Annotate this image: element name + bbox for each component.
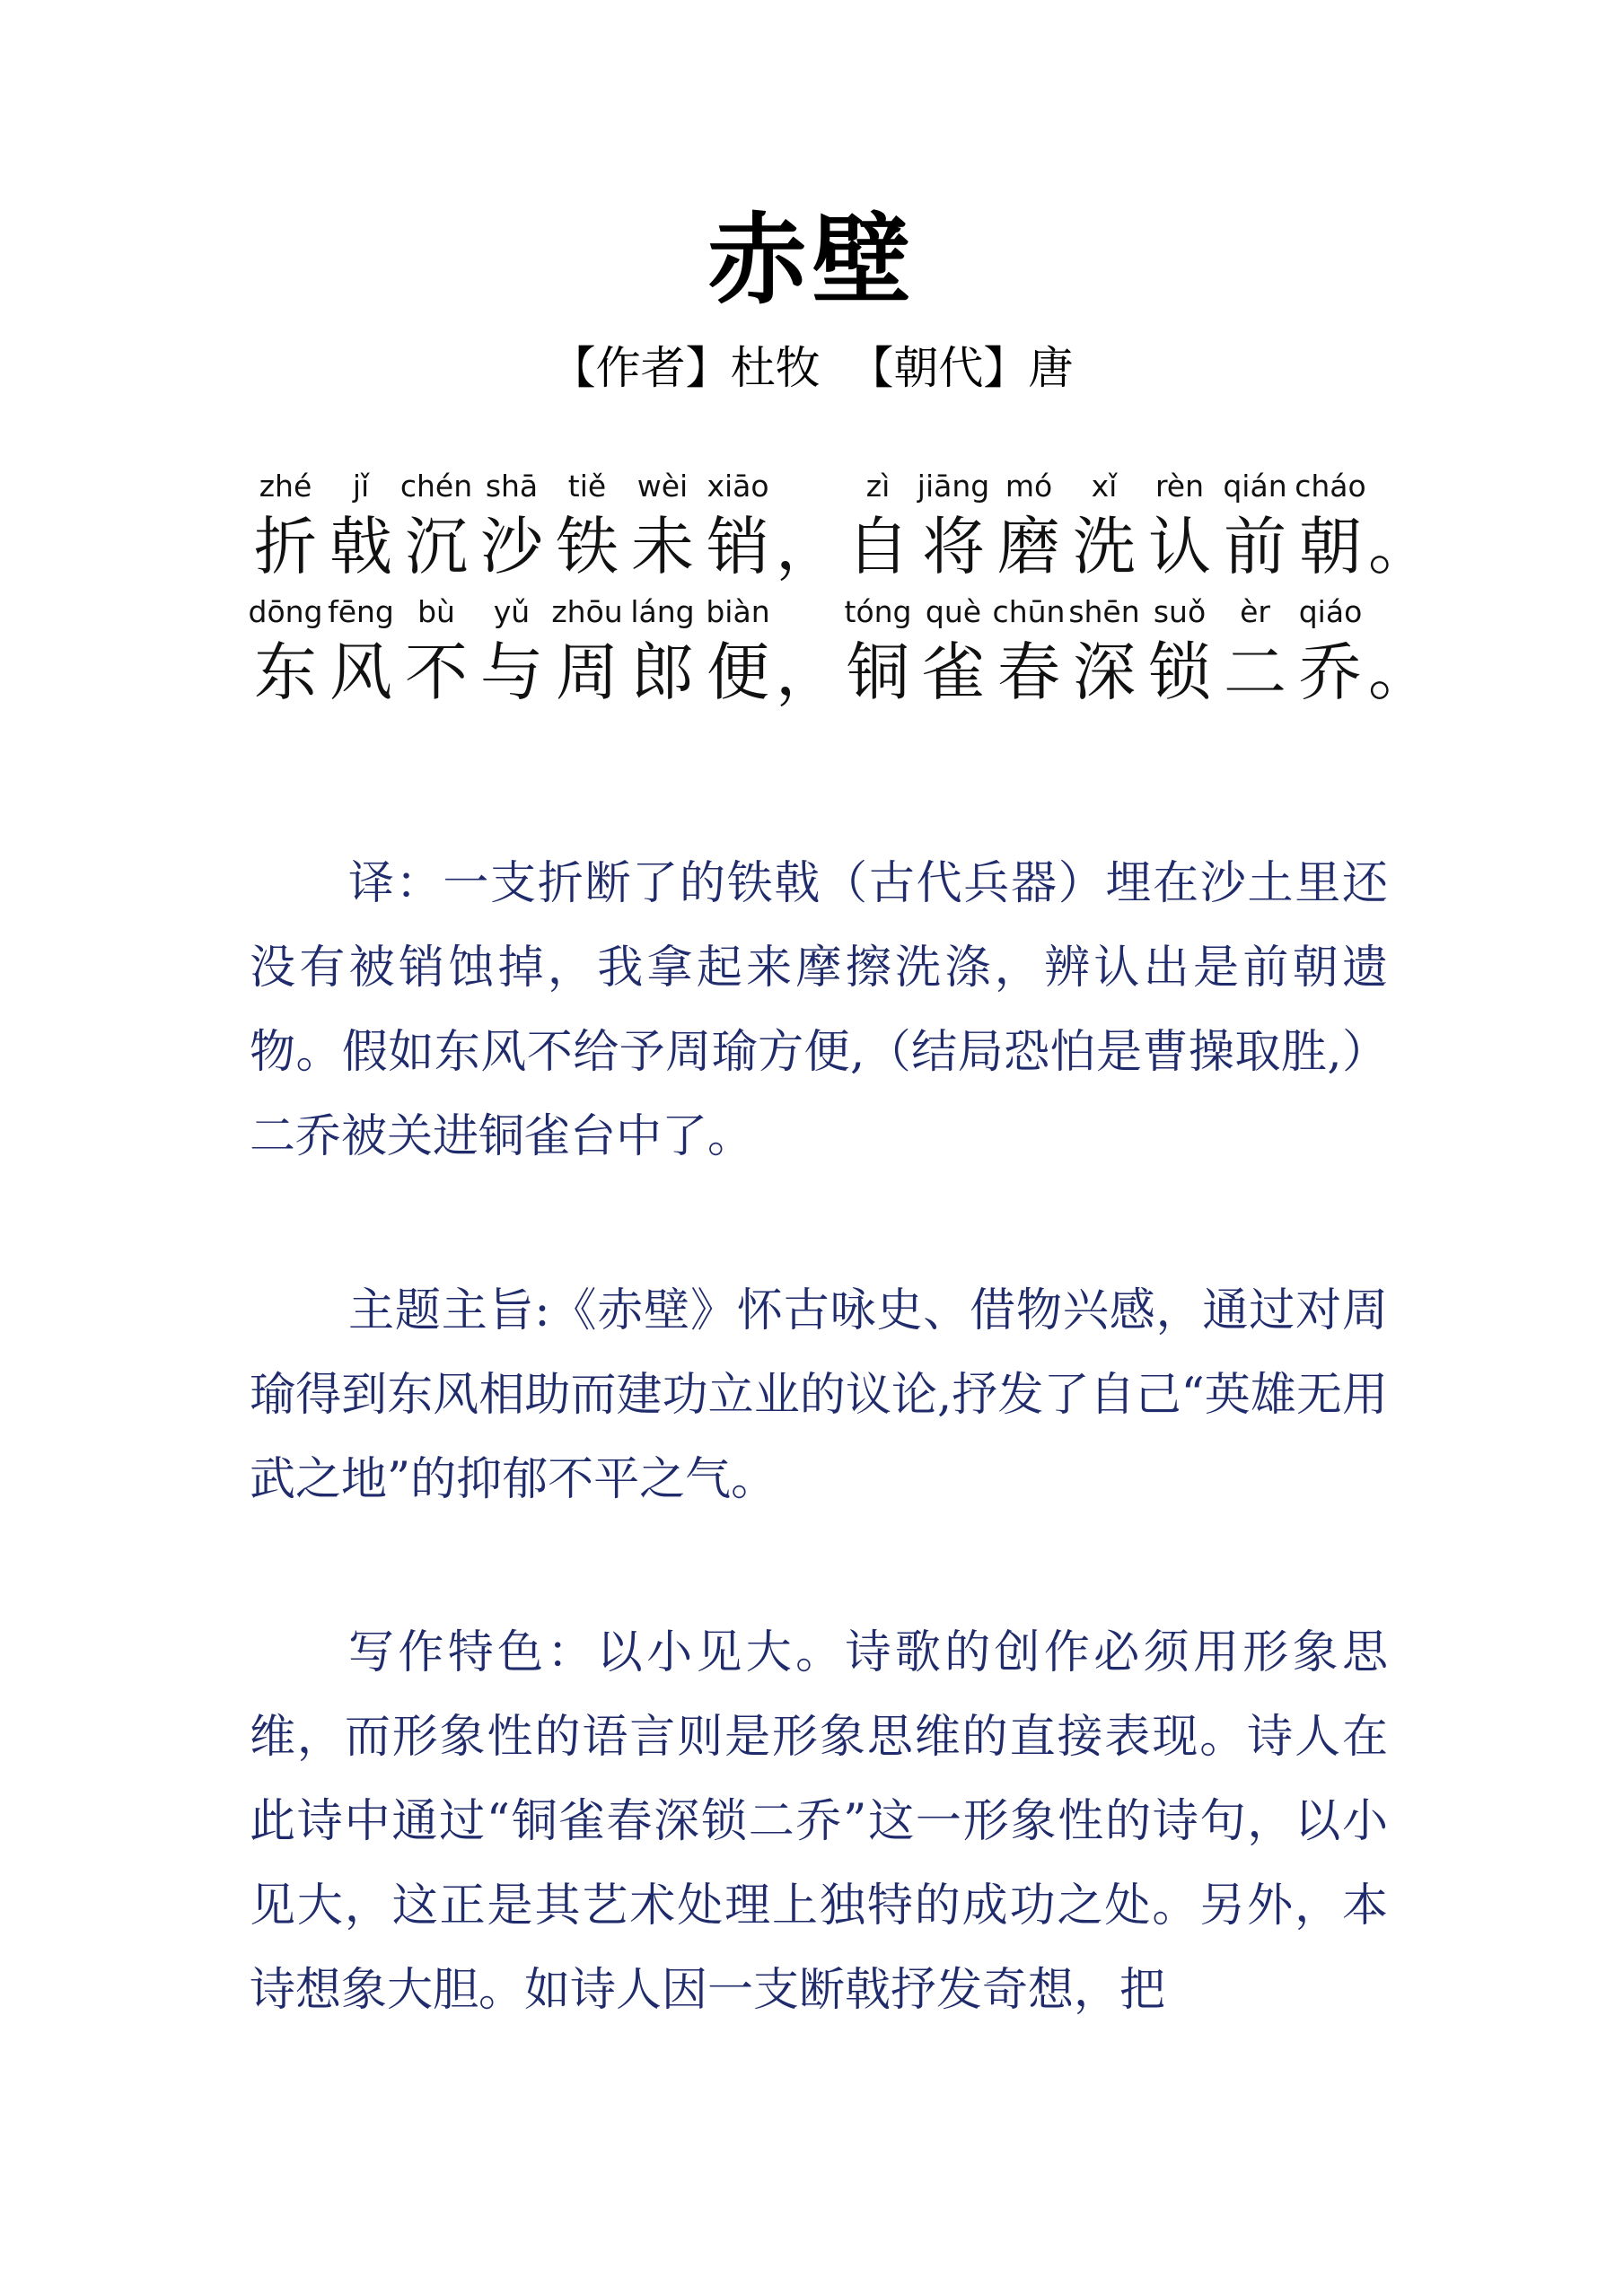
hanzi: 不: [405, 635, 468, 709]
poem-char: [1067, 592, 1142, 713]
writing-features-paragraph: 写作特色：以小见大。诗歌的创作必须用形象思维，而形象性的语言则是形象思维的直接表现。诗人在此诗中通过“铜雀春深锁二乔”这一形象性的诗句，以小见大，这正是其艺术处理上独特的成功之处。另外，本诗想象大胆。如诗人因一支断戟抒发奇想，把: [250, 1626, 1388, 2017]
comma: ，: [776, 510, 838, 583]
poem-char: [840, 592, 916, 713]
pinyin: jiāng: [917, 469, 990, 504]
poem-char: [1217, 467, 1293, 587]
theme-paragraph: 主题主旨:《赤壁》怀古咏史、借物兴感，通过对周瑜得到东风相助而建功立业的议论,抒发了自己“英雄无用武之地”的抑郁不平之气。: [250, 1284, 1388, 1506]
poem-char: [1142, 467, 1217, 587]
poem-char: [1217, 592, 1293, 713]
hanzi: 沙: [480, 510, 543, 583]
poem-char: [474, 467, 549, 587]
pinyin: cháo: [1295, 469, 1366, 504]
period: 。: [1368, 635, 1431, 709]
hanzi: 铜: [847, 635, 909, 709]
hanzi: 二: [1224, 635, 1286, 709]
pinyin: shēn: [1068, 594, 1140, 629]
pinyin: jǐ: [352, 469, 370, 504]
hanzi: 乔: [1299, 635, 1362, 709]
pinyin: biàn: [706, 594, 770, 629]
pinyin: suǒ: [1153, 594, 1207, 629]
pinyin: shā: [485, 469, 539, 504]
poem-char: [474, 592, 549, 713]
poem-char: [549, 592, 625, 713]
pinyin: xiāo: [707, 469, 769, 504]
poem-char: [399, 467, 474, 587]
pinyin: dōng: [248, 594, 323, 629]
poem-char: [991, 467, 1067, 587]
hanzi: 前: [1224, 510, 1286, 583]
poem-line-1-first-half: [248, 467, 838, 587]
pinyin: qián: [1223, 469, 1287, 504]
hanzi: 便: [707, 635, 769, 709]
poem-char: [840, 467, 916, 587]
hanzi: 自: [847, 510, 909, 583]
hanzi: 未: [631, 510, 694, 583]
poem-char: [700, 592, 776, 713]
poem-char: [1293, 592, 1368, 713]
pinyin: wèi: [636, 469, 689, 504]
pinyin: yǔ: [493, 594, 531, 629]
poem-line-1-second-half: [840, 467, 1431, 587]
poem-char: [625, 592, 700, 713]
poem-char: [549, 467, 625, 587]
pinyin: èr: [1240, 594, 1270, 629]
poem-char: [399, 592, 474, 713]
hanzi: 朝: [1299, 510, 1362, 583]
pinyin: qiáo: [1298, 594, 1363, 629]
pinyin: què: [925, 594, 982, 629]
dynasty-label: 【朝代】: [848, 342, 1029, 394]
dynasty-name: 唐: [1028, 342, 1074, 394]
hanzi: 认: [1148, 510, 1211, 583]
pinyin: chūn: [992, 594, 1066, 629]
poem-char: [1067, 467, 1142, 587]
pinyin: bù: [417, 594, 455, 629]
poem-char: [700, 467, 776, 587]
hanzi: 锁: [1148, 635, 1211, 709]
hanzi: 雀: [922, 635, 985, 709]
poem-char: [916, 592, 991, 713]
poem-char: [248, 592, 323, 713]
poem-char: [323, 467, 399, 587]
period: 。: [1368, 510, 1431, 583]
hanzi: 铁: [556, 510, 619, 583]
poem-line-2-first-half: [248, 592, 838, 713]
pinyin: mó: [1005, 469, 1053, 504]
pinyin: xǐ: [1091, 469, 1118, 504]
hanzi: 磨: [997, 510, 1060, 583]
pinyin: fēng: [328, 594, 394, 629]
poem-char: [323, 592, 399, 713]
hanzi: 戟: [329, 510, 392, 583]
comma: ，: [776, 635, 838, 709]
hanzi: 折: [254, 510, 317, 583]
hanzi: 深: [1073, 635, 1136, 709]
hanzi: 洗: [1073, 510, 1136, 583]
poem-title: 赤壁: [707, 202, 917, 318]
poem-char: [625, 467, 700, 587]
pinyin: láng: [630, 594, 695, 629]
pinyin: zhōu: [551, 594, 623, 629]
poem-line-2: [248, 592, 1431, 727]
poem-char: [248, 467, 323, 587]
poem-line-2-second-half: [840, 592, 1431, 713]
pinyin: zhé: [259, 469, 312, 504]
pinyin: tiě: [567, 469, 607, 504]
poem-line-1: [248, 467, 1431, 601]
poem-char: [916, 467, 991, 587]
pinyin: rèn: [1154, 469, 1205, 504]
poem-char: [991, 592, 1067, 713]
pinyin: chén: [399, 469, 473, 504]
author-name: 杜牧: [730, 342, 821, 394]
hanzi: 东: [254, 635, 317, 709]
hanzi: 将: [922, 510, 985, 583]
hanzi: 周: [556, 635, 619, 709]
poem-char: [1293, 467, 1368, 587]
hanzi: 销: [707, 510, 769, 583]
pinyin: tóng: [844, 594, 912, 629]
hanzi: 春: [997, 635, 1060, 709]
hanzi: 郎: [631, 635, 694, 709]
poem-char: [1142, 592, 1217, 713]
author-label: 【作者】: [550, 342, 731, 394]
translation-paragraph: 译：一支折断了的铁戟（古代兵器）埋在沙土里还没有被销蚀掉，我拿起来摩擦洗涤，辨认出是前朝遗物。假如东风不给予周瑜方便,（结局恐怕是曹操取胜,）二乔被关进铜雀台中了。: [250, 857, 1388, 1163]
hanzi: 与: [480, 635, 543, 709]
hanzi: 风: [329, 635, 392, 709]
pinyin: zì: [865, 469, 891, 504]
hanzi: 沉: [405, 510, 468, 583]
poem-meta: [0, 337, 1624, 399]
